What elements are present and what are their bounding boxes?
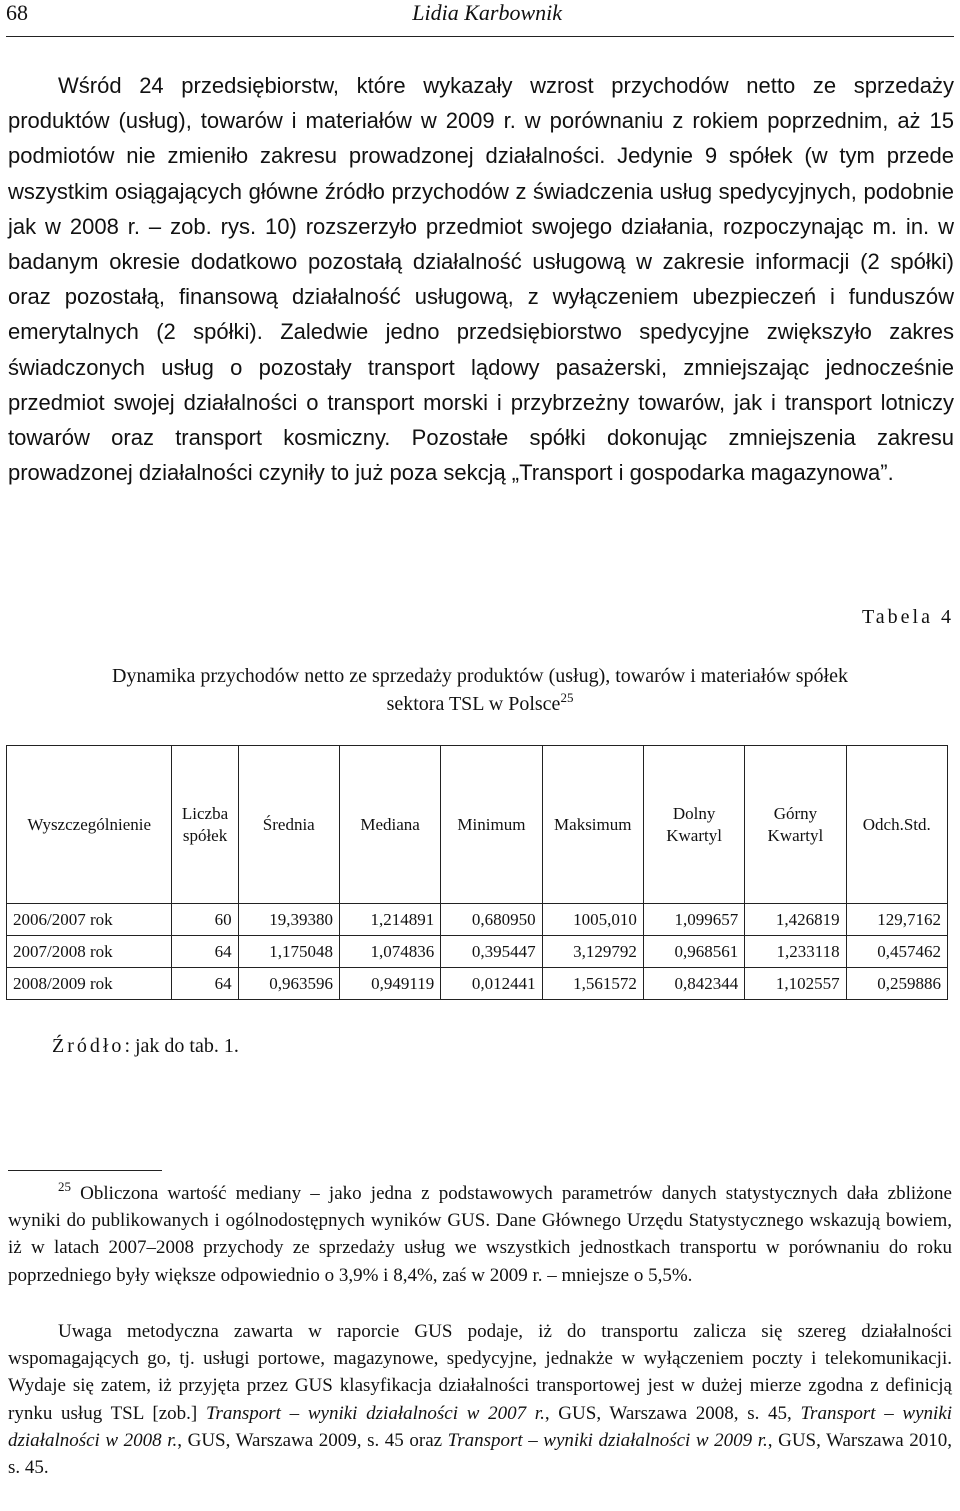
citation-details: , GUS, Warszawa 2009, s. 45 oraz <box>177 1429 443 1451</box>
table-cell: 64 <box>172 936 238 968</box>
table-cell: 0,012441 <box>441 968 542 1000</box>
table-cell: 0,259886 <box>846 968 947 1000</box>
header-cell: Odch.Std. <box>846 746 947 904</box>
page-number: 68 <box>6 0 28 25</box>
table-title <box>20 662 940 718</box>
table-cell: 64 <box>172 968 238 1000</box>
footnote-25-continued <box>8 1318 952 1481</box>
citation-title: Transport – wyniki działalności w 2007 r. <box>205 1402 545 1424</box>
table-cell: 1,561572 <box>542 968 643 1000</box>
statistics-table <box>6 745 948 1000</box>
table-cell: 1,214891 <box>339 904 440 936</box>
source-label: Źródło <box>52 1035 125 1057</box>
table-cell: 0,395447 <box>441 936 542 968</box>
table-header-row <box>7 746 948 904</box>
table-cell: 0,963596 <box>238 968 339 1000</box>
footnote-25 <box>8 1180 952 1289</box>
header-cell: Mediana <box>339 746 440 904</box>
table-row <box>7 968 948 1000</box>
table-cell: 60 <box>172 904 238 936</box>
running-author: Lidia Karbownik <box>412 0 562 25</box>
citation-details: , GUS, Warszawa 2008, s. 45, <box>544 1402 792 1424</box>
table-cell: 0,968561 <box>643 936 744 968</box>
body-paragraph: Wśród 24 przedsiębiorstw, które wykazały wzrost przychodów netto ze sprzedaży produktów (usług), towarów i materiałów w 2009 r. w porównaniu z rokiem poprzednim, aż 15 podmiotów nie zmieniło zakresu prowadzonej działalności. Jedynie 9 spółek (w tym przede wszystkim osiągających główne źródło przychodów z świadczenia usług spedycyjnych, podobnie jak w 2008 r. – zob. rys. 10) rozszerzyło przedmiot swojego działania, rozpoczynając m. in. w badanym okresie dodatkowo pozostałą działalność usługową w zakresie informacji (2 spółki) oraz pozostałą, finansową działalność usługową, z wyłączeniem ubezpieczeń i funduszów emerytalnych (2 spółki). Zaledwie jedno przedsiębiorstwo spedycyjne zwiększyło zakres świadczonych usług o pozostały transport lądowy pasażerski, zmniejszając jednocześnie przedmiot swojej działalności o transport morski i przybrzeżny towarów, jak i transport lotniczy towarów oraz transport kosmiczny. Pozostałe spółki dokonując zmniejszenia zakresu prowadzonej działalności czyniły to już poza sekcją „Transport i gospodarka magazynowa”. <box>8 73 954 486</box>
table-cell: 1,099657 <box>643 904 744 936</box>
table-cell: 129,7162 <box>846 904 947 936</box>
table-cell: 1,074836 <box>339 936 440 968</box>
table-source <box>52 1035 239 1058</box>
header-cell: Wyszczególnienie <box>7 746 172 904</box>
table-cell: 2007/2008 rok <box>7 936 172 968</box>
table-cell: 0,949119 <box>339 968 440 1000</box>
table-cell: 2008/2009 rok <box>7 968 172 1000</box>
header-cell: Górny Kwartyl <box>745 746 846 904</box>
running-header <box>6 0 954 37</box>
header-cell: Minimum <box>441 746 542 904</box>
table-cell: 0,680950 <box>441 904 542 936</box>
table-cell: 19,39380 <box>238 904 339 936</box>
table-title-text: sektora TSL w Polsce <box>386 693 561 715</box>
footnote-text: Obliczona wartość mediany – jako jedna z podstawowych parametrów danych statystycznych dała zbliżone wyniki do publikowanych i ogólnodostępnych wyników GUS. Dane Głównego Urzędu Statystycznego wskazują bowiem, iż w latach 2007–2008 przychody ze sprzedaży usług we wszystkich jednostkach transportu w porównaniu do roku poprzedniego były większe odpowiednio o 3,9% i 8,4%, zaś w 2009 r. – mniejsze o 5,5%. <box>8 1183 952 1286</box>
table-title-line-1: Dynamika przychodów netto ze sprzedaży produktów (usług), towarów i materiałów spółek <box>112 665 848 687</box>
table-cell: 1005,010 <box>542 904 643 936</box>
table-label: Tabela 4 <box>861 606 954 628</box>
table-row <box>7 936 948 968</box>
header-cell: Liczba spółek <box>172 746 238 904</box>
source-text: : jak do tab. 1. <box>124 1035 239 1057</box>
table-row <box>7 904 948 936</box>
table-cell: 3,129792 <box>542 936 643 968</box>
header-cell: Dolny Kwartyl <box>643 746 744 904</box>
table-cell: 0,842344 <box>643 968 744 1000</box>
citation-title: Transport – wyniki działalności w 2009 r. <box>447 1429 768 1451</box>
table-cell: 2006/2007 rok <box>7 904 172 936</box>
footnote-text: Uwaga metodyczna zawarta w raporcie GUS podaje, iż do transportu zalicza się szereg działalności wspomagających go, tj. usługi portowe, magazynowe, spedycyjne, jednakże w wyłączeniem poczty i telekomunikacji. Wydaje się zatem, iż przyjęta przez GUS klasyfikacja działalności transportowej jest w dużej mierze zgodna z definicją rynku usług TSL [zob.] <box>8 1321 952 1424</box>
footnote-separator <box>8 1170 162 1171</box>
citation-details: , GUS, Warszawa 2010, s. 45. <box>8 1429 952 1479</box>
table-cell: 1,426819 <box>745 904 846 936</box>
header-cell: Maksimum <box>542 746 643 904</box>
table-cell: 0,457462 <box>846 936 947 968</box>
table-title-line-2 <box>20 690 940 718</box>
citation-title: Transport – wyniki działalności w 2008 r. <box>8 1402 953 1451</box>
header-cell: Średnia <box>238 746 339 904</box>
footnote-number: 25 <box>58 1179 71 1194</box>
table-cell: 1,233118 <box>745 936 846 968</box>
table-cell: 1,175048 <box>238 936 339 968</box>
table-footnote-ref: 25 <box>560 690 574 705</box>
table-cell: 1,102557 <box>745 968 846 1000</box>
